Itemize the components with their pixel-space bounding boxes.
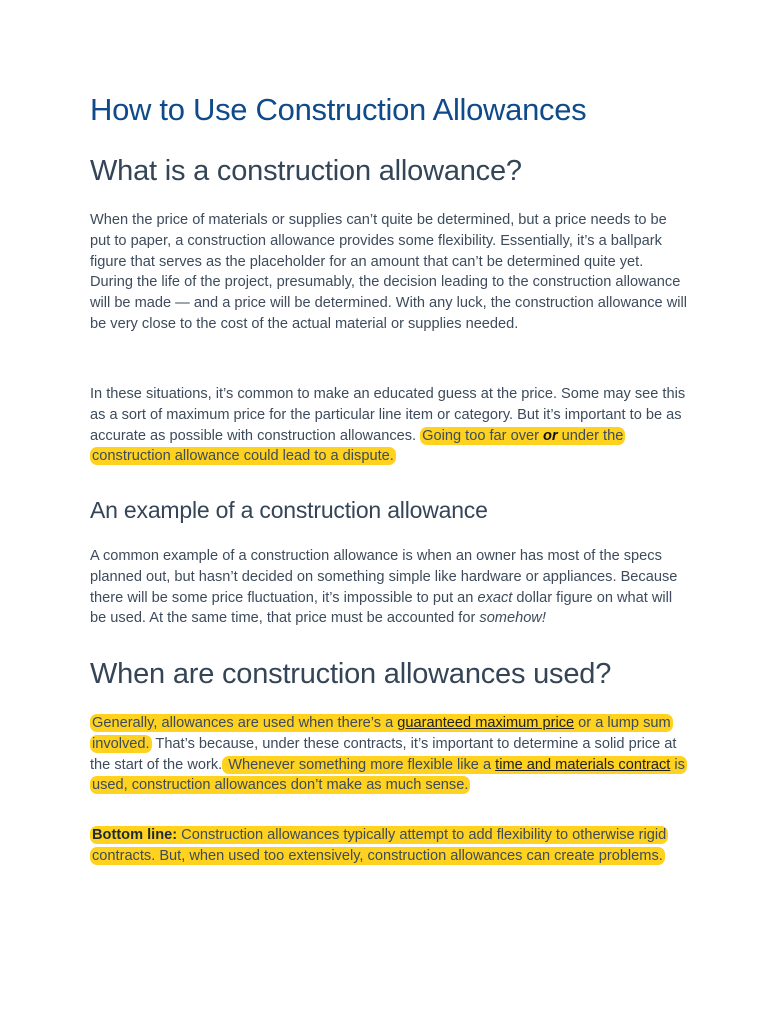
section-heading-when-used: When are construction allowances used? bbox=[90, 658, 612, 690]
paragraph-bottom-line bbox=[90, 825, 690, 867]
paragraph-example-text-a: A common example of a construction allowance is when an owner has most of the specs planned out, but hasn’t decided on something simple like hardware or appliances. Because there will be some price fluctuation, it’s impossible to put an bbox=[90, 548, 678, 606]
link-time-and-materials-contract[interactable]: time and materials contract bbox=[495, 756, 671, 773]
paragraph-situations-text: In these situations, it’s common to make an educated guess at the price. Some may see this as a sort of maximum price for the particular line item or category. But it’s important to be as accurate as possible with construction allowances. bbox=[90, 386, 686, 444]
paragraph-when-used-text: That’s because, under these contracts, it’s important to determine a solid price at the start of the work. bbox=[90, 735, 677, 773]
emphasis-or: or bbox=[543, 427, 558, 444]
highlight-tm-text-a: Whenever something more flexible like a bbox=[224, 756, 496, 773]
highlight-dispute-text-a: Going too far over bbox=[422, 427, 544, 444]
paragraph-example bbox=[90, 546, 690, 629]
paragraph-situations bbox=[90, 384, 690, 467]
emphasis-exact: exact bbox=[477, 589, 513, 606]
page-title: How to Use Construction Allowances bbox=[90, 92, 587, 127]
paragraph-definition: When the price of materials or supplies can’t quite be determined, but a price needs to be put to paper, a construction allowance provides some flexibility. Essentially, it’s a ballpark figure that serves as the placeholder for an amount that can’t be determined quite yet. During the life of the project, presumably, the decision leading to the construction allowance will be made — and a price will be determined. With any luck, the construction allowance will be very close to the cost of the actual material or supplies needed. bbox=[90, 212, 687, 332]
highlight-gmp-text-a: Generally, allowances are used when there’s a bbox=[92, 715, 398, 731]
link-guaranteed-maximum-price[interactable]: guaranteed maximum price bbox=[397, 715, 575, 731]
highlight-dispute-text-b: under the construction allowance could lead to a dispute. bbox=[92, 427, 624, 465]
highlight-gmp-text-b: or a lump sum involved. bbox=[92, 715, 671, 752]
paragraph-when-used bbox=[90, 713, 690, 796]
bottom-line-label: Bottom line: bbox=[92, 827, 178, 843]
highlight-bottom-line bbox=[90, 826, 668, 865]
section-heading-what-is: What is a construction allowance? bbox=[90, 155, 522, 187]
section-heading-example: An example of a construction allowance bbox=[90, 497, 488, 523]
highlight-tm-text-b: is used, construction allowances don’t make as much sense. bbox=[92, 756, 685, 794]
bottom-line-text: Construction allowances typically attempt to add flexibility to otherwise rigid contracts. But, when used too extensively, construction allowances can create problems. bbox=[92, 827, 667, 864]
emphasis-somehow: somehow! bbox=[479, 610, 546, 627]
paragraph-example-text-b: dollar figure on what will be used. At the same time, that price must be accounted for bbox=[90, 589, 673, 627]
